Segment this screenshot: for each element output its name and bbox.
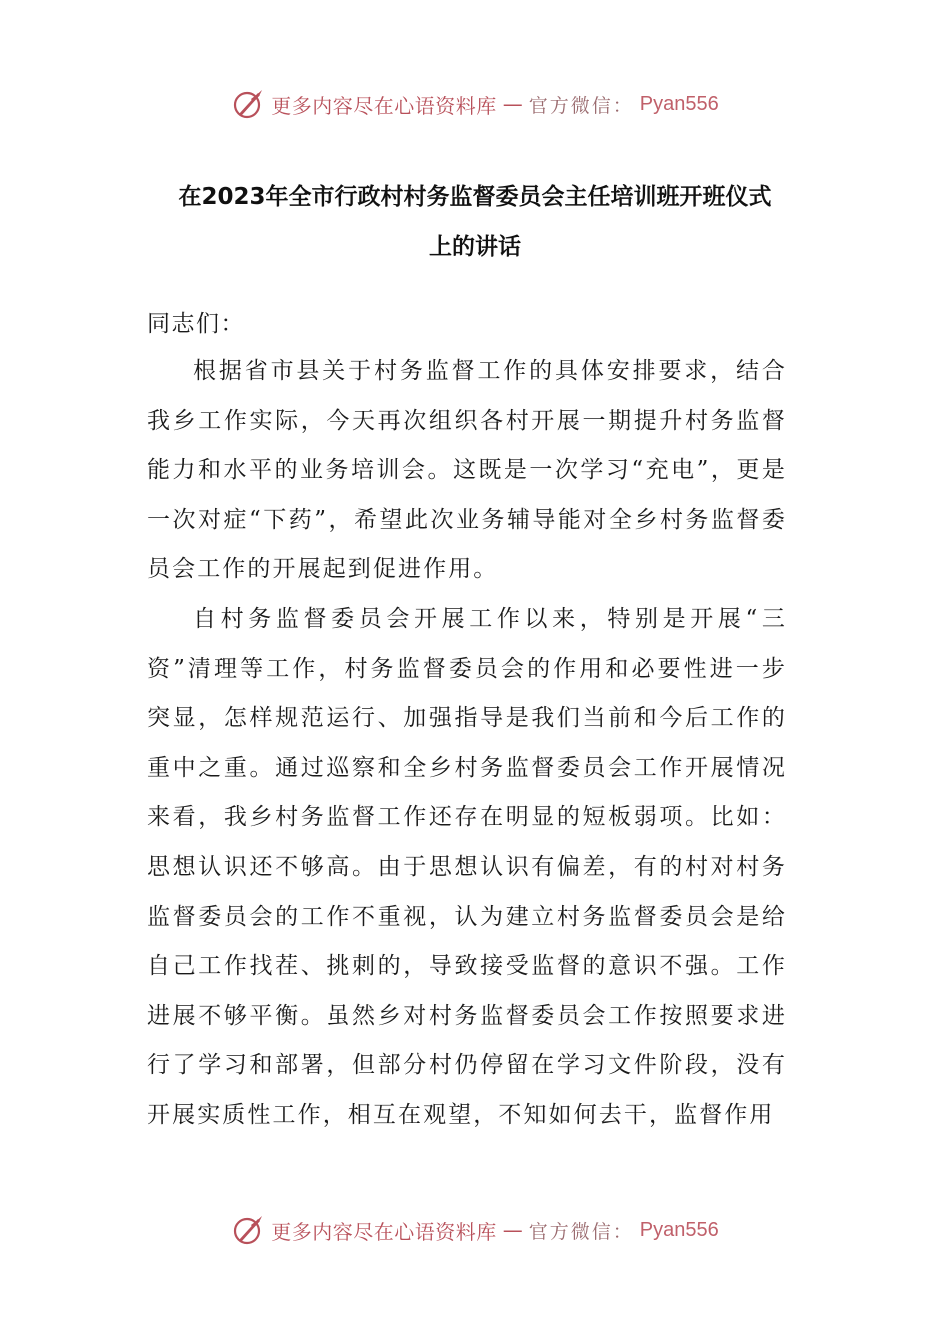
quill-circle-logo-icon	[231, 87, 265, 121]
watermark-banner-top	[0, 84, 950, 124]
watermark-wechat-id: Pyan556	[639, 92, 719, 115]
paragraph-1: 根据省市县关于村务监督工作的具体安排要求，结合我乡工作实际，今天再次组织各村开展一期提升村务监督能力和水平的业务培训会。这既是一次学习“充电”，更是一次对症“下药”，希望此次业务辅导能对全乡村务监督委员会工作的开展起到促进作用。	[147, 358, 787, 583]
watermark-official-label: 官方微信：	[528, 1220, 634, 1243]
quill-circle-logo-icon	[231, 1213, 265, 1247]
greeting: 同志们：	[147, 311, 245, 337]
watermark-dash: —	[502, 92, 523, 116]
document-title-line-1: 在2023年全市行政村村务监督委员会主任培训班开班仪式	[178, 184, 772, 210]
document-title-line-2: 上的讲话	[429, 234, 521, 260]
watermark-official-label: 官方微信：	[528, 94, 634, 117]
paragraph-2: 自村务监督委员会开展工作以来，特别是开展“三资”清理等工作，村务监督委员会的作用和必要性进一步突显，怎样规范运行、加强指导是我们当前和今后工作的重中之重。通过巡察和全乡村务监督委员会工作开展情况来看，我乡村务监督工作还存在明显的短板弱项。比如：思想认识还不够高。由于思想认识有偏差，有的村对村务监督委员会的工作不重视，认为建立村务监督委员会是给自己工作找茬、挑刺的，导致接受监督的意识不强。工作进展不够平衡。虽然乡对村务监督委员会工作按照要求进行了学习和部署，但部分村仍停留在学习文件阶段，没有开展实质性工作，相互在观望，不知如何去干，监督作用	[147, 605, 787, 1128]
watermark-main-text: 更多内容尽在心语资料库	[271, 1219, 497, 1244]
watermark-wechat-id: Pyan556	[639, 1218, 719, 1241]
watermark-main-text: 更多内容尽在心语资料库	[271, 93, 497, 118]
watermark-banner-bottom	[0, 1210, 950, 1250]
watermark-dash: —	[502, 1218, 523, 1242]
document-body	[147, 347, 787, 1141]
